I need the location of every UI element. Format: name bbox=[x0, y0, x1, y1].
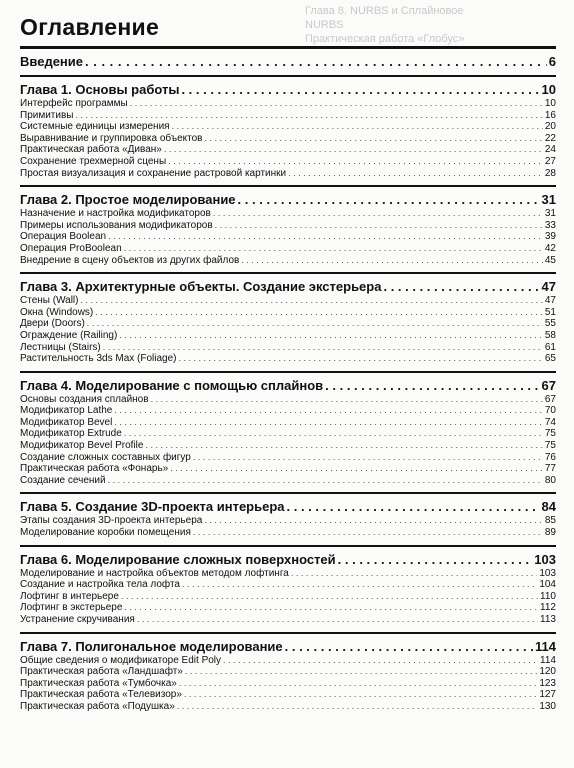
toc-entry-label: Операция Boolean bbox=[20, 231, 107, 243]
leader-dots bbox=[170, 463, 543, 475]
toc-entry-label: Ограждение (Railing) bbox=[20, 329, 118, 341]
toc-entry-label: Практическая работа «Ландшафт» bbox=[20, 666, 183, 678]
chapter-heading[interactable] bbox=[20, 638, 556, 655]
toc-entry-page: 75 bbox=[544, 428, 556, 440]
toc-entry-label: Основы создания сплайнов bbox=[20, 393, 149, 405]
toc-entry-label: Интерфейс программы bbox=[20, 98, 128, 109]
toc-entry[interactable] bbox=[20, 144, 556, 156]
toc-entry-label: Окна (Windows) bbox=[20, 306, 94, 318]
toc-entry-label: Общие сведения о модификаторе Edit Poly bbox=[20, 654, 222, 666]
leader-dots bbox=[338, 551, 533, 568]
leader-dots bbox=[121, 591, 538, 603]
toc-entry-page: 20 bbox=[544, 121, 556, 133]
leader-dots bbox=[215, 220, 543, 232]
ghost-line: NURBS bbox=[305, 19, 344, 31]
toc-entry-label: Моделирование коробки помещения bbox=[20, 527, 191, 539]
toc-entry-page: 45 bbox=[544, 254, 556, 266]
chapter-title: Глава 6. Моделирование сложных поверхностей bbox=[20, 551, 336, 567]
leader-dots bbox=[223, 655, 538, 667]
leader-dots bbox=[75, 110, 542, 122]
leader-dots bbox=[172, 121, 543, 133]
toc-entry-label: Операция ProBoolean bbox=[20, 242, 122, 254]
leader-dots bbox=[95, 307, 543, 319]
leader-dots bbox=[177, 701, 538, 713]
toc-entry-label: Примеры использования модификаторов bbox=[20, 219, 213, 231]
ghost-line: Практическая работа «Глобус» bbox=[305, 33, 465, 45]
toc-entry[interactable] bbox=[20, 527, 556, 539]
toc-entry[interactable] bbox=[20, 353, 556, 365]
toc-entry-label: Модификатор Bevel bbox=[20, 416, 113, 428]
bleed-through-text bbox=[305, 4, 565, 46]
toc-entry[interactable] bbox=[20, 515, 556, 527]
toc-entry-page: 104 bbox=[539, 579, 556, 591]
toc-entry-label: Сохранение трехмерной сцены bbox=[20, 155, 167, 167]
toc-entry-page: 67 bbox=[544, 393, 556, 405]
toc-entry-page: 10 bbox=[544, 98, 556, 109]
toc-entry-label: Практическая работа «Диван» bbox=[20, 144, 162, 156]
toc-entry-page: 16 bbox=[544, 109, 556, 121]
leader-dots bbox=[137, 614, 538, 626]
toc-entry[interactable] bbox=[20, 156, 556, 168]
toc-entry[interactable] bbox=[20, 579, 556, 591]
leader-dots bbox=[193, 452, 543, 464]
chapter-title: Глава 7. Полигональное моделирование bbox=[20, 638, 283, 654]
toc-entry-page: 127 bbox=[539, 689, 556, 701]
chapter-section bbox=[20, 492, 556, 540]
toc-entry-label: Простая визуализация и сохранение растровой картинки bbox=[20, 167, 287, 179]
chapter-title: Глава 3. Архитектурные объекты. Создание экстерьера bbox=[20, 279, 382, 295]
leader-dots bbox=[288, 168, 543, 180]
toc-entry-page: 31 bbox=[544, 208, 556, 220]
toc-entry-label: Практическая работа «Фонарь» bbox=[20, 463, 169, 475]
leader-dots bbox=[168, 156, 543, 168]
chapter-heading[interactable] bbox=[20, 377, 556, 394]
toc-entry-page: 65 bbox=[544, 353, 556, 365]
toc-entry-label: Модификатор Lathe bbox=[20, 405, 113, 417]
leader-dots bbox=[80, 295, 542, 307]
toc-entry-page: 76 bbox=[544, 451, 556, 463]
toc-entry-label: Назначение и настройка модификаторов bbox=[20, 208, 211, 220]
leader-dots bbox=[325, 377, 539, 394]
toc-entry[interactable] bbox=[20, 701, 556, 713]
chapter-page: 31 bbox=[541, 192, 556, 208]
toc-entry-label: Этапы создания 3D-проекта интерьера bbox=[20, 515, 203, 527]
leader-dots bbox=[238, 191, 540, 208]
toc-entry-page: 112 bbox=[540, 602, 556, 614]
toc-entry-page: 39 bbox=[544, 231, 556, 243]
chapter-page: 47 bbox=[541, 279, 556, 295]
toc-entry[interactable] bbox=[20, 417, 556, 429]
toc-entry[interactable] bbox=[20, 678, 556, 690]
toc-entry-label: Лофтинг в интерьере bbox=[20, 590, 119, 602]
toc-entry[interactable] bbox=[20, 342, 556, 354]
toc-entry-page: 55 bbox=[544, 318, 556, 330]
toc-entry[interactable] bbox=[20, 110, 556, 122]
ghost-line: Глава 8. NURBS и Сплайновое bbox=[305, 5, 464, 17]
toc-entry[interactable] bbox=[20, 666, 556, 678]
toc-entry-page: 77 bbox=[544, 463, 556, 475]
toc-entry-page: 70 bbox=[544, 405, 556, 417]
chapter-page: 84 bbox=[541, 499, 556, 515]
leader-dots bbox=[181, 81, 539, 98]
chapter-title: Глава 1. Основы работы bbox=[20, 82, 180, 97]
leader-dots bbox=[124, 243, 543, 255]
toc-entry-label: Системные единицы измерения bbox=[20, 121, 170, 133]
toc-entry-label: Двери (Doors) bbox=[20, 318, 85, 330]
toc-entry[interactable] bbox=[20, 208, 556, 220]
leader-dots bbox=[193, 527, 543, 539]
leader-dots bbox=[204, 515, 543, 527]
toc-entry[interactable] bbox=[20, 689, 556, 701]
toc-entry-label: Создание сложных составных фигур bbox=[20, 451, 191, 463]
chapter-page: 10 bbox=[541, 82, 556, 97]
leader-dots bbox=[130, 98, 543, 110]
chapter-heading[interactable] bbox=[20, 498, 556, 515]
toc-entry-page: 123 bbox=[539, 677, 556, 689]
toc-entry-label: Лестницы (Stairs) bbox=[20, 341, 101, 353]
toc-entry[interactable] bbox=[20, 440, 556, 452]
leader-dots bbox=[108, 475, 543, 487]
leader-dots bbox=[108, 231, 543, 243]
leader-dots bbox=[124, 428, 543, 440]
toc-entry-page: 27 bbox=[544, 155, 556, 167]
toc-entry-page: 51 bbox=[544, 306, 556, 318]
toc-entry-page: 130 bbox=[539, 700, 556, 712]
toc-entry-label: Практическая работа «Подушка» bbox=[20, 700, 175, 712]
leader-dots bbox=[85, 53, 547, 71]
chapter-section bbox=[20, 75, 556, 181]
chapter-title: Глава 5. Создание 3D-проекта интерьера bbox=[20, 499, 285, 515]
leader-dots bbox=[213, 208, 543, 220]
toc-entry-label: Лофтинг в экстерьере bbox=[20, 602, 123, 614]
leader-dots bbox=[184, 689, 537, 701]
chapter-heading[interactable] bbox=[20, 81, 556, 98]
toc-entry-label: Устранение скручивания bbox=[20, 614, 135, 625]
toc-entry-label: Стены (Wall) bbox=[20, 295, 79, 307]
table-of-contents bbox=[20, 53, 556, 715]
toc-entry[interactable] bbox=[20, 568, 556, 580]
toc-entry-label: Внедрение в сцену объектов из других файлов bbox=[20, 254, 240, 266]
leader-dots bbox=[124, 602, 538, 614]
leader-dots bbox=[185, 666, 537, 678]
chapter-heading[interactable] bbox=[20, 551, 556, 568]
toc-entry[interactable] bbox=[20, 475, 556, 487]
title-rule bbox=[20, 46, 556, 49]
toc-entry[interactable] bbox=[20, 243, 556, 255]
leader-dots bbox=[87, 318, 543, 330]
toc-entry-page: 24 bbox=[544, 144, 556, 156]
toc-entry-label: Создание и настройка тела лофта bbox=[20, 579, 180, 591]
leader-dots bbox=[151, 394, 543, 406]
toc-entry[interactable] bbox=[20, 463, 556, 475]
toc-entry[interactable] bbox=[20, 394, 556, 406]
toc-entry[interactable] bbox=[20, 602, 556, 614]
toc-entry-label: Модификатор Bevel Profile bbox=[20, 440, 144, 452]
leader-dots bbox=[383, 278, 539, 295]
toc-entry-page: 47 bbox=[544, 295, 556, 307]
toc-entry[interactable] bbox=[20, 330, 556, 342]
toc-entry[interactable] bbox=[20, 220, 556, 232]
leader-dots bbox=[287, 498, 540, 515]
toc-entry-page: 28 bbox=[544, 167, 556, 179]
chapter-title: Глава 2. Простое моделирование bbox=[20, 192, 236, 208]
leader-dots bbox=[179, 678, 537, 690]
chapter-section bbox=[20, 185, 556, 268]
page-title: Оглавление bbox=[20, 14, 160, 40]
toc-entry-page: 113 bbox=[540, 614, 556, 625]
leader-dots bbox=[241, 255, 543, 267]
toc-entry-page: 58 bbox=[544, 329, 556, 341]
leader-dots bbox=[285, 638, 533, 655]
toc-entry[interactable] bbox=[20, 255, 556, 267]
toc-entry-page: 75 bbox=[544, 440, 556, 452]
leader-dots bbox=[204, 133, 542, 145]
toc-intro-label: Введение bbox=[20, 54, 83, 69]
toc-entry[interactable] bbox=[20, 591, 556, 603]
toc-entry-page: 103 bbox=[539, 567, 556, 579]
leader-dots bbox=[114, 417, 543, 429]
toc-entry-label: Растительность 3ds Max (Foliage) bbox=[20, 353, 177, 365]
chapter-heading[interactable] bbox=[20, 278, 556, 295]
toc-entry-page: 110 bbox=[540, 590, 556, 602]
toc-entry-page: 80 bbox=[544, 474, 556, 486]
toc-entry-label: Выравнивание и группировка объектов bbox=[20, 132, 203, 144]
toc-entry[interactable] bbox=[20, 168, 556, 180]
leader-dots bbox=[164, 144, 543, 156]
chapter-title: Глава 4. Моделирование с помощью сплайнов bbox=[20, 377, 324, 393]
toc-entry-page: 42 bbox=[544, 242, 556, 254]
toc-intro-page: 6 bbox=[548, 54, 556, 69]
toc-entry-label: Примитивы bbox=[20, 109, 74, 121]
toc-entry-label: Практическая работа «Тумбочка» bbox=[20, 677, 177, 689]
toc-entry[interactable] bbox=[20, 428, 556, 440]
toc-entry-page: 120 bbox=[539, 666, 556, 678]
toc-entry-page: 89 bbox=[544, 527, 556, 539]
toc-entry-page: 85 bbox=[544, 515, 556, 527]
toc-entry-label: Модификатор Extrude bbox=[20, 428, 122, 440]
chapter-page: 67 bbox=[541, 377, 556, 393]
leader-dots bbox=[182, 579, 537, 591]
toc-entry-label: Создание сечений bbox=[20, 474, 106, 486]
leader-dots bbox=[291, 568, 538, 580]
toc-entry[interactable] bbox=[20, 318, 556, 330]
toc-entry-label: Моделирование и настройка объектов методом лофтинга bbox=[20, 567, 289, 579]
toc-entry[interactable] bbox=[20, 655, 556, 667]
leader-dots bbox=[179, 353, 543, 365]
chapter-page: 114 bbox=[535, 638, 556, 654]
toc-entry[interactable] bbox=[20, 98, 556, 110]
toc-entry[interactable] bbox=[20, 307, 556, 319]
toc-entry[interactable] bbox=[20, 295, 556, 307]
chapter-section bbox=[20, 632, 556, 715]
toc-entry-label: Практическая работа «Телевизор» bbox=[20, 689, 182, 701]
toc-entry[interactable] bbox=[20, 231, 556, 243]
toc-entry-page: 114 bbox=[540, 654, 556, 666]
chapter-page: 103 bbox=[534, 551, 556, 567]
chapter-heading[interactable] bbox=[20, 191, 556, 208]
toc-entry-page: 74 bbox=[544, 416, 556, 428]
toc-entry[interactable] bbox=[20, 133, 556, 145]
leader-dots bbox=[145, 440, 542, 452]
chapter-section bbox=[20, 272, 556, 367]
toc-intro-row[interactable] bbox=[20, 53, 556, 71]
chapter-list bbox=[20, 75, 556, 715]
chapter-section bbox=[20, 545, 556, 628]
toc-entry-page: 61 bbox=[544, 341, 556, 353]
toc-entry-page: 33 bbox=[544, 219, 556, 231]
toc-entry[interactable] bbox=[20, 405, 556, 417]
toc-entry[interactable] bbox=[20, 121, 556, 133]
toc-entry[interactable] bbox=[20, 614, 556, 626]
leader-dots bbox=[119, 330, 543, 342]
leader-dots bbox=[114, 405, 543, 417]
leader-dots bbox=[103, 342, 543, 354]
toc-entry[interactable] bbox=[20, 452, 556, 464]
toc-entry-page: 22 bbox=[544, 132, 556, 144]
chapter-section bbox=[20, 371, 556, 489]
